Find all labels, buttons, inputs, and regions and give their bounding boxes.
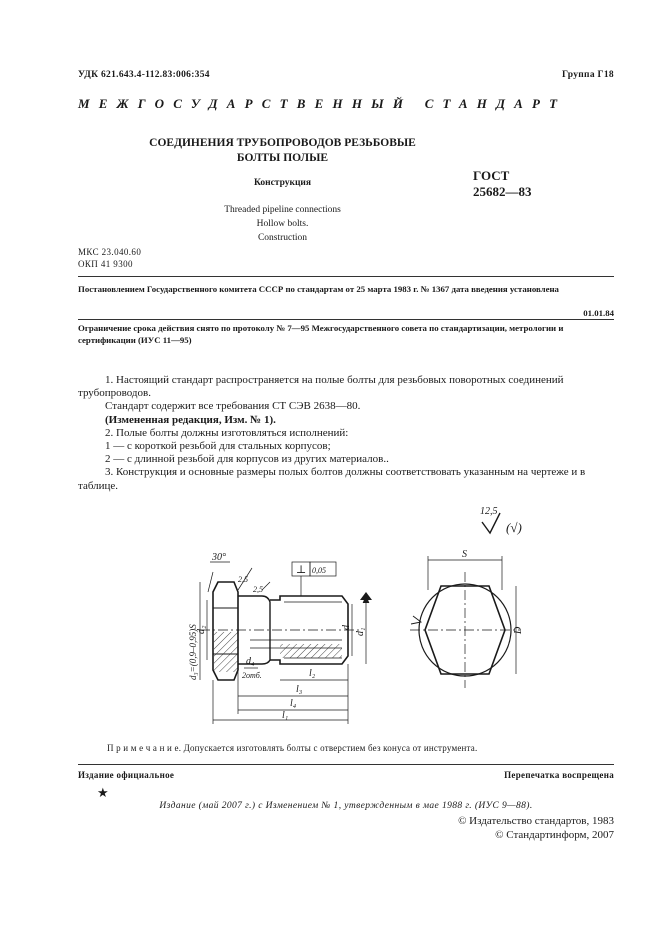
title-line-2: БОЛТЫ ПОЛЫЕ — [236, 152, 329, 164]
angle-label: 30° — [212, 552, 226, 563]
paragraph-4: 2. Полые болты должны изготовляться исполнений: — [105, 426, 349, 439]
title-line-1: СОЕДИНЕНИЯ ТРУБОПРОВОДОВ РЕЗЬБОВЫЕ — [149, 137, 416, 149]
paragraph-6: 2 — с длинной резьбой для корпусов из других материалов.. — [105, 453, 389, 466]
paragraph-3: (Измененная редакция, Изм. № 1). — [105, 413, 276, 426]
standard-banner: МЕЖГОСУДАРСТВЕННЫЙ СТАНДАРТ — [78, 96, 567, 111]
d1-label: d₁ — [355, 627, 366, 636]
roughness-paren: (√) — [506, 520, 522, 535]
paragraph-5: 1 — с короткой резьбой для стальных корпусов; — [105, 440, 331, 453]
holes-label: 2отб. — [242, 671, 262, 680]
radius-label-1: 2,5 — [238, 575, 248, 584]
official-edition: Издание официальное — [78, 770, 175, 780]
paragraph-2: Стандарт содержит все требования СТ СЭВ 2638—80. — [105, 400, 361, 413]
gost-label: ГОСТ — [473, 168, 510, 183]
introduction-date: 01.01.84 — [583, 308, 614, 318]
d-outer-label: D — [513, 626, 524, 634]
d3-label: d₃=(0,9–0,95)S — [188, 624, 198, 680]
star-icon: ★ — [97, 785, 109, 800]
gost-code: 25682—83 — [473, 184, 532, 199]
group-code: Группа Г18 — [562, 70, 614, 80]
bolt-front-view — [410, 556, 520, 688]
paragraph-1: 1. Настоящий стандарт распространяется на полые болты для резьбовых поворотных соединений трубопроводов. — [78, 374, 564, 400]
english-title-line-3: Construction — [257, 233, 308, 243]
doc-subtitle: Конструкция — [253, 178, 312, 188]
d-label: d — [341, 625, 352, 630]
radius-label-2: 2,5 — [253, 585, 263, 594]
mks-code: МКС 23.040.60 — [78, 247, 142, 257]
udk-code: УДК 621.643.4-112.83:006:354 — [78, 70, 210, 80]
decree-text: Постановлением Государственного комитета СССР по стандартам от 25 марта 1983 г. № 1367 дата введения установлена — [78, 284, 559, 294]
perpendicularity-value: 0,05 — [312, 566, 326, 575]
perpendicularity-symbol: ⊥ — [296, 564, 307, 576]
s-label: S — [462, 549, 467, 560]
copyright-2007: © Стандартинформ, 2007 — [495, 829, 614, 841]
roughness-value: 12,5 — [480, 506, 498, 517]
edition-info: Издание (май 2007 г.) с Изменением № 1, утвержденным в мае 1988 г. (ИУС 9—88). — [159, 801, 533, 811]
divider — [78, 764, 614, 765]
okp-code: ОКП 41 9300 — [78, 259, 133, 269]
reprint-prohibited: Перепечатка воспрещена — [504, 770, 614, 780]
copyright-block — [458, 814, 614, 842]
l3-label: l₃ — [296, 684, 303, 695]
l1-label: l₁ — [282, 710, 289, 721]
copyright-1983: © Издательство стандартов, 1983 — [458, 815, 614, 827]
english-title-line-2: Hollow bolts. — [256, 219, 309, 229]
l4-label: l₄ — [290, 698, 297, 709]
d4-label: d₄ — [246, 656, 255, 667]
l2-label: l₂ — [309, 668, 316, 679]
paragraph-7: 3. Конструкция и основные размеры полых болтов должны соответствовать указанным на чертеже и в таблице. — [78, 466, 586, 492]
limit-removed-text: Ограничение срока действия снято по протоколу № 7—95 Межгосударственного совета по стандартизации, метрологии и сертификации (ИУС 11—95) — [78, 323, 564, 345]
drawing-note: П р и м е ч а н и е. Допускается изготовлять болты с отверстием без конуса от инструмента. — [107, 743, 478, 753]
english-title-line-1: Threaded pipeline connections — [224, 205, 341, 215]
d2-label: d₂ — [196, 625, 207, 634]
bolt-side-view — [200, 582, 360, 680]
